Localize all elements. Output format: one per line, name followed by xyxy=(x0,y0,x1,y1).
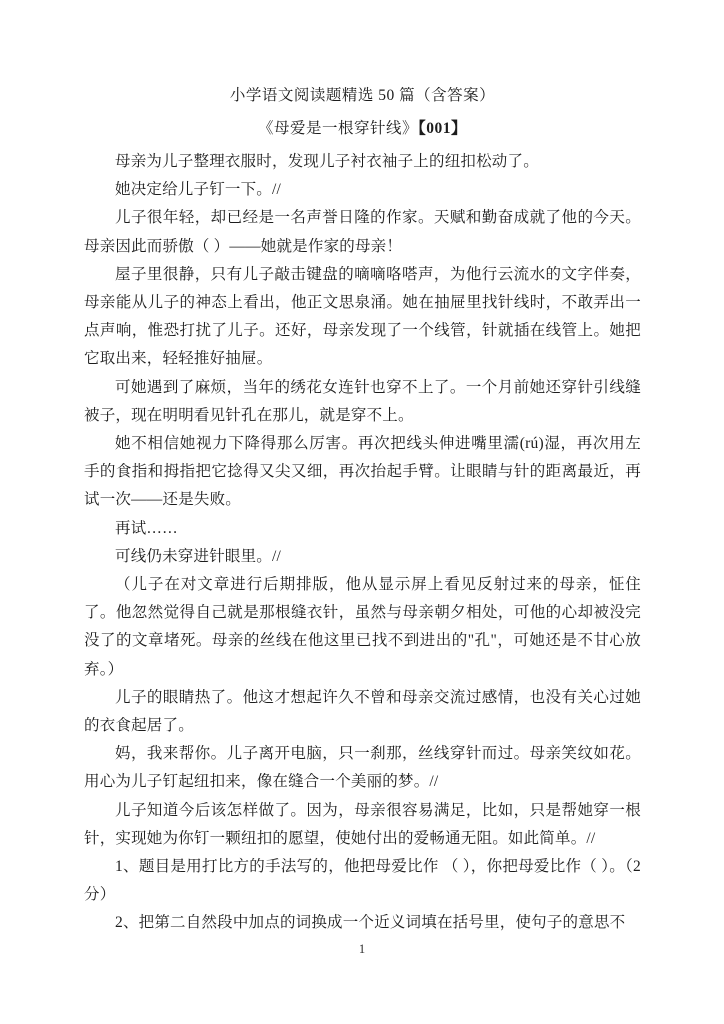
document-title: 小学语文阅读题精选 50 篇（含答案） xyxy=(229,87,496,104)
page-number: 1 xyxy=(358,942,366,956)
paragraph-6: 她不相信她视力下降得那么厉害。再次把线头伸进嘴里濡(rú)湿，再次用左手的食指和拇指把它捻得又尖又细，再次抬起手臂。让眼睛与针的距离最近，再试一次——还是失败。 xyxy=(84,435,641,509)
question-1: 1、题目是用打比方的手法写的，他把母爱比作 （ ），你把母爱比作（ ）。（2分） xyxy=(84,858,641,904)
paragraph-1: 母亲为儿子整理衣服时，发现儿子衬衣袖子上的纽扣松动了。 xyxy=(115,153,539,170)
paragraph-4: 屋子里很静，只有儿子敲击键盘的嘀嘀咯嗒声，为他行云流水的文字伴奏，母亲能从儿子的神态上看出，他正文思泉涌。她在抽屉里找针线时，不敢弄出一点声响，惟恐打扰了儿子。还好，母亲发现了一个线管，针就插在线管上。她把它取出来，轻轻推好抽屉。 xyxy=(84,265,641,368)
paragraph-8: 可线仍未穿进针眼里。// xyxy=(115,547,282,565)
paragraph-2: 她决定给儿子钉一下。// xyxy=(115,181,282,199)
article-title-text: 《母爱是一根穿针线》 xyxy=(257,120,418,137)
document-content xyxy=(84,82,641,938)
article-title xyxy=(84,115,641,143)
paragraph-10: 儿子的眼睛热了。他这才想起许久不曾和母亲交流过感情，也没有关心过她的衣食起居了。 xyxy=(84,688,641,735)
paragraph-11: 妈，我来帮你。儿子离开电脑，只一刹那，丝线穿针而过。母亲笑纹如花。用心为儿子钉起纽扣来，像在缝合一个美丽的梦。// xyxy=(84,745,641,791)
paragraph-12: 儿子知道今后该怎样做了。因为，母亲很容易满足，比如，只是帮她穿一根针，实现她为你钉一颗纽扣的愿望，使她付出的爱畅通无阻。如此简单。// xyxy=(84,801,641,847)
question-2: 2、把第二自然段中加点的词换成一个近义词填在括号里，使句子的意思不 xyxy=(115,914,626,932)
paragraph-9: （儿子在对文章进行后期排版，他从显示屏上看见反射过来的母亲，怔住了。他忽然觉得自己就是那根缝衣针，虽然与母亲朝夕相处，可他的心却被没完没了的文章堵死。母亲的丝线在他这里已找不到进出的"孔"，可她还是不甘心放弃。） xyxy=(84,576,641,678)
paragraph-5: 可她遇到了麻烦，当年的绣花女连针也穿不上了。一个月前她还穿针引线缝被子，现在明明看见针孔在那儿，就是穿不上。 xyxy=(84,378,641,424)
paragraph-7: 再试…… xyxy=(115,519,178,537)
paragraph-3: 儿子很年轻，却已经是一名声誉日隆的作家。天赋和勤奋成就了他的今天。母亲因此而骄傲（ ）——她就是作家的母亲！ xyxy=(84,209,641,255)
article-number: 【001】 xyxy=(418,120,468,137)
